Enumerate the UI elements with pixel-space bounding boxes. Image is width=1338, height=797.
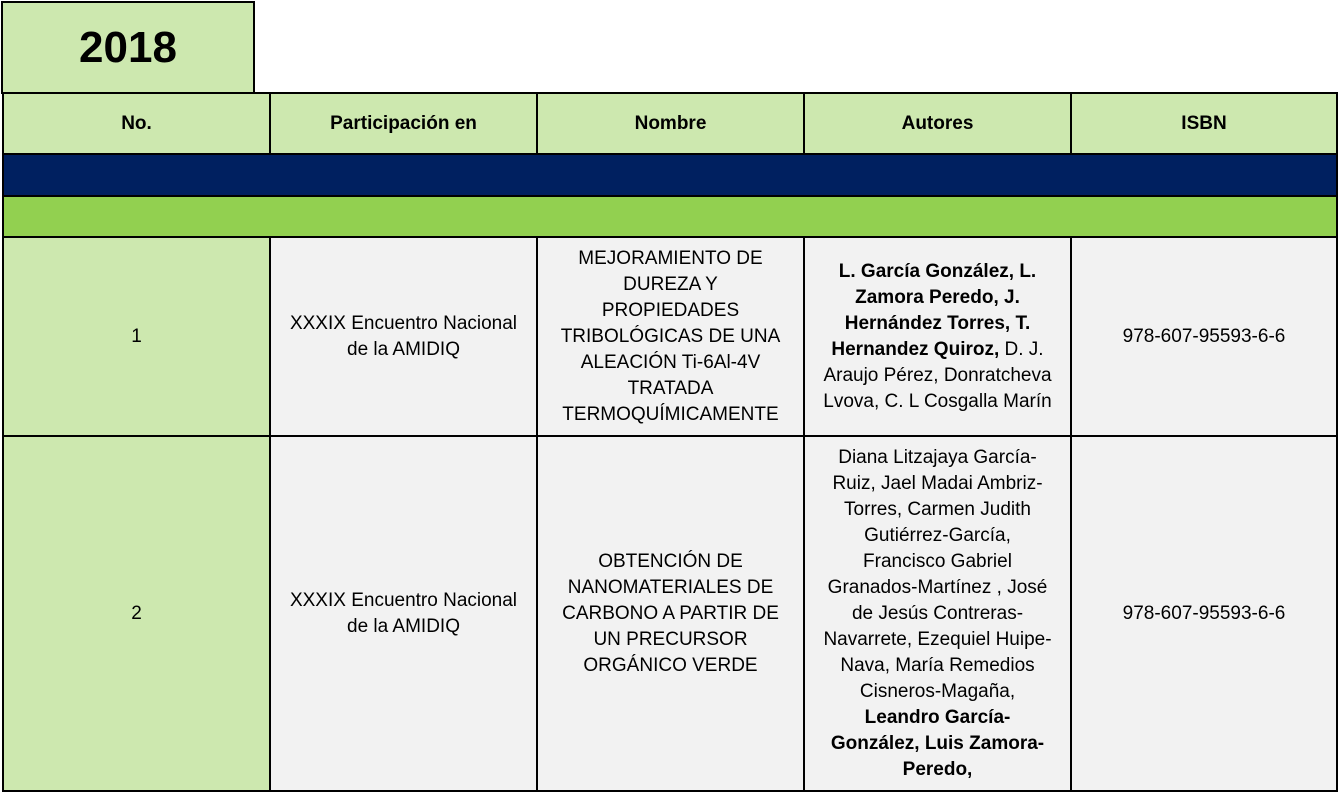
row-number: 1 [3,237,270,436]
autores-bold: Leandro García-González, Luis Zamora-Peredo, [830,706,1045,780]
nombre-cell: MEJORAMIENTO DE DUREZA Y PROPIEDADES TRIBOLÓGICAS DE UNA ALEACIÓN Ti-6Al-4V TRATADA TERMOQUÍMICAMENTE [537,237,804,436]
autores-regular: D. J. Araujo Pérez, Donratcheva Lvova, C. L Cosgalla Marín [823,338,1052,412]
autores-cell [804,237,1071,436]
year-title: 2018 [1,1,255,94]
column-header-participacion: Participación en [270,93,537,154]
autores-bold: L. García González, L. Zamora Peredo, J. Hernández Torres, T. Hernandez Quiroz, [831,260,1037,360]
row-number: 2 [3,436,270,791]
column-header-nombre: Nombre [537,93,804,154]
navy-band-row [3,154,1337,196]
isbn-cell: 978-607-95593-6-6 [1071,237,1337,436]
column-header-no: No. [3,93,270,154]
navy-band [3,154,1337,196]
isbn-cell: 978-607-95593-6-6 [1071,436,1337,791]
participacion-cell: XXXIX Encuentro Nacional de la AMIDIQ [270,436,537,791]
table-row [3,436,1337,791]
column-header-autores: Autores [804,93,1071,154]
green-band [3,196,1337,237]
autores-cell [804,436,1071,791]
autores-regular: Diana Litzajaya García-Ruiz, Jael Madai Ambriz-Torres, Carmen Judith Gutiérrez-García, Francisco Gabriel Granados-Martínez , José de Jesús Contreras-Navarrete, Ezequiel Huipe-Nava, María Remedios Cisneros-Magaña, [823,446,1052,702]
participacion-cell: XXXIX Encuentro Nacional de la AMIDIQ [270,237,537,436]
table-row [3,237,1337,436]
nombre-cell: OBTENCIÓN DE NANOMATERIALES DE CARBONO A PARTIR DE UN PRECURSOR ORGÁNICO VERDE [537,436,804,791]
table-header-row [3,93,1337,154]
publications-table [2,92,1338,792]
green-band-row [3,196,1337,237]
column-header-isbn: ISBN [1071,93,1337,154]
